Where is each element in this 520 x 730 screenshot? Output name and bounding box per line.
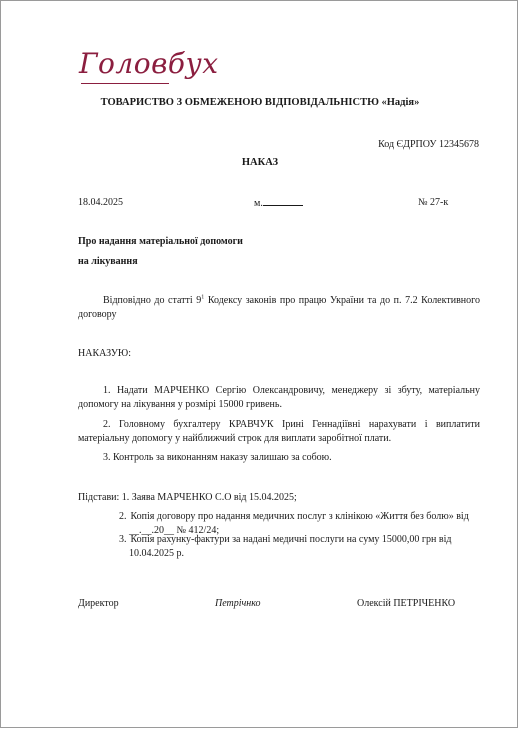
- brand-logo: Головбух: [79, 47, 219, 80]
- basis-item-3-line-1: Копія рахунку-фактури за надані медичні послуги на суму 15000,00 грн від: [130, 534, 452, 545]
- signature-handwritten: Петрічнко: [215, 598, 261, 609]
- order-word: НАКАЗУЮ:: [78, 348, 131, 359]
- basis-item-2-line-1: Копія договору про надання медичних послуг з клінікою «Життя без болю» від: [130, 511, 469, 522]
- city-prefix: м.: [254, 198, 263, 209]
- document-title: НАКАЗ: [241, 157, 279, 168]
- subject-line-1: Про надання матеріальної допомоги: [78, 236, 243, 247]
- order-city: [254, 196, 303, 211]
- order-item-3: 3. Контроль за виконанням наказу залишаю за собою.: [103, 452, 332, 463]
- order-date: 18.04.2025: [78, 197, 123, 208]
- logo-underline: [81, 83, 169, 84]
- basis-item-2-number: 2.: [119, 511, 127, 522]
- subject-line-2: на лікування: [78, 256, 138, 267]
- basis-item-3-line-2: 10.04.2025 р.: [129, 547, 184, 559]
- signature-role: Директор: [78, 598, 119, 609]
- order-item-2: 2. Головному бухгалтеру КРАВЧУК Ірині Геннадіївні нарахувати і виплатити матеріальну допомогу у найближчий строк для виплати заробітної плати.: [78, 419, 480, 444]
- basis-item-3: [119, 533, 481, 560]
- signature-name: Олексій ПЕТРІЧЕНКО: [357, 598, 456, 609]
- preamble-paragraph: [78, 294, 480, 321]
- basis-label: Підстави: 1. Заява МАРЧЕНКО С.О від 15.04.2025;: [78, 492, 297, 503]
- preamble-part-2: Кодексу законів про працю України та до п. 7.2 Колективного договору: [78, 295, 480, 320]
- company-name: ТОВАРИСТВО З ОБМЕЖЕНОЮ ВІДПОВІДАЛЬНІСТЮ «Надія»: [100, 97, 420, 108]
- basis-item-2-line-2: __.__.20__ № 412/24;: [129, 524, 220, 536]
- preamble-superscript: 1: [201, 294, 205, 301]
- basis-item-3-number: 3.: [119, 534, 127, 545]
- order-item-1: 1. Надати МАРЧЕНКО Сергію Олександровичу, менеджеру зі збуту, матеріальну допомогу на лікування у розмірі 15000 гривень.: [78, 385, 480, 410]
- city-blank-line: [263, 196, 303, 206]
- preamble-part-1: Відповідно до статті 9: [103, 295, 202, 306]
- order-number: № 27-к: [418, 197, 449, 208]
- edrpou-code: Код ЄДРПОУ 12345678: [378, 139, 479, 150]
